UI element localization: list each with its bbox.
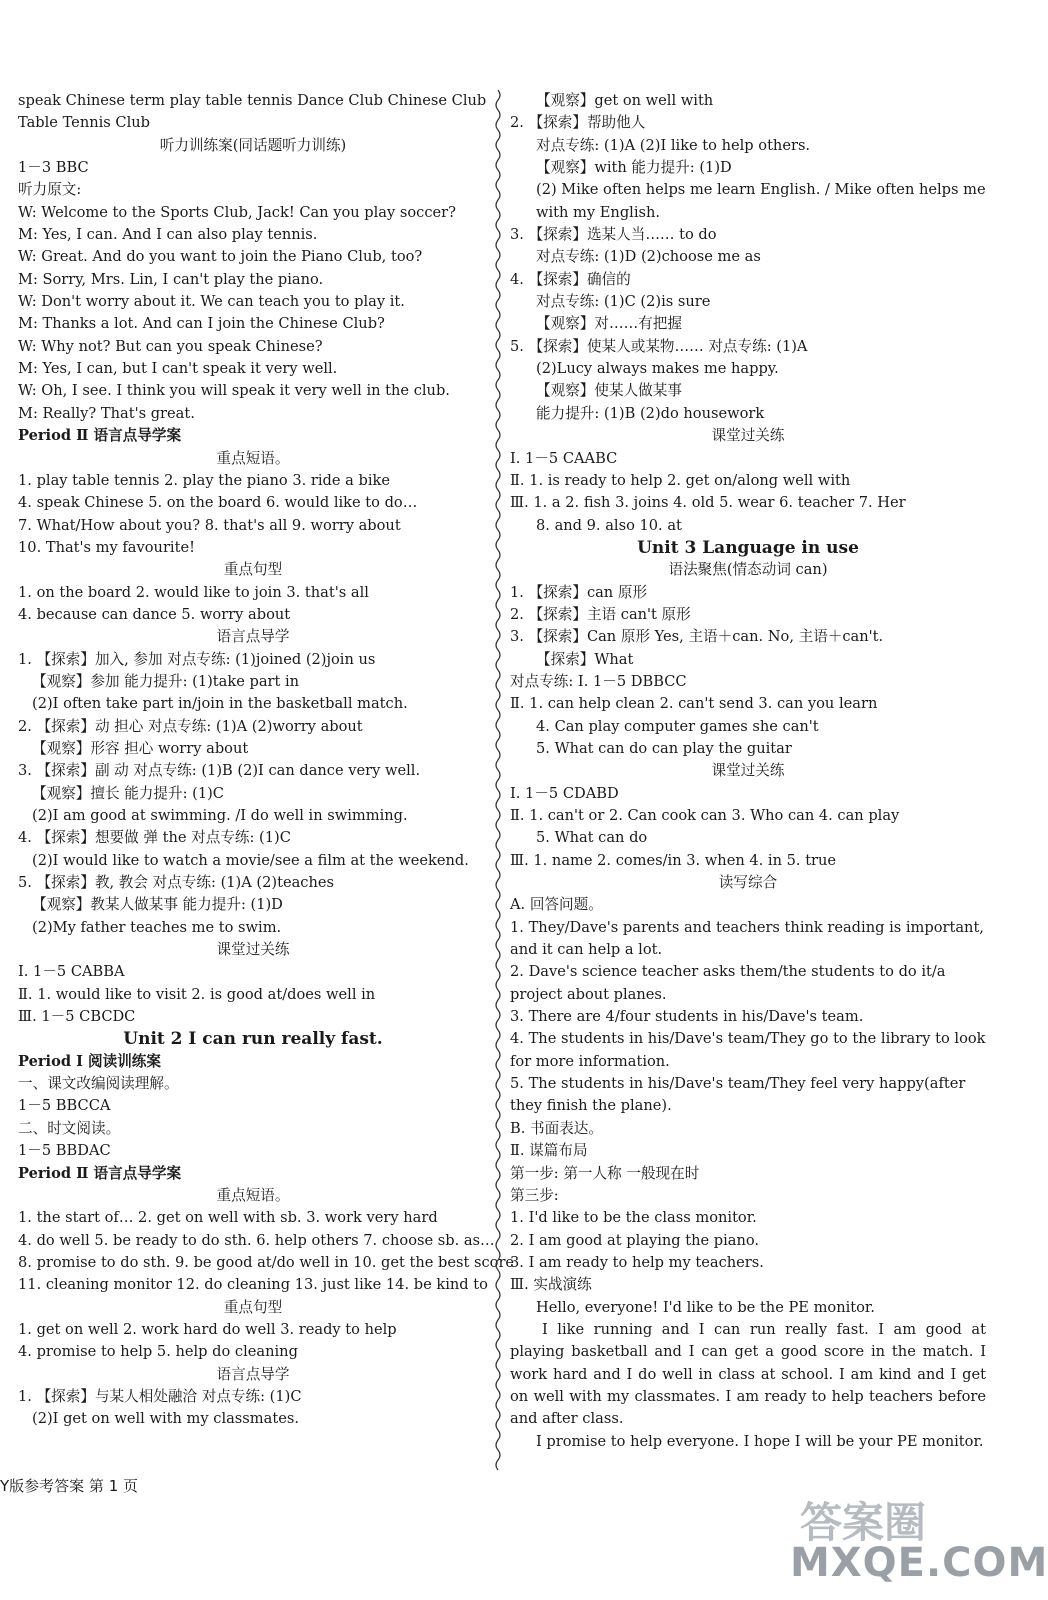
left-line: W: Why not? But can you speak Chinese?: [18, 337, 323, 355]
right-line: 5. What can do can play the guitar: [536, 739, 792, 757]
right-line: 能力提升: (1)B (2)do housework: [536, 404, 765, 422]
right-line: Ⅱ. 1. can't or 2. Can cook can 3. Who can 4. can play: [510, 807, 900, 824]
right-line: 8. and 9. also 10. at: [536, 516, 682, 534]
left-line: 1－5 BBCCA: [18, 1097, 111, 1115]
right-line: 3. 【探索】Can 原形 Yes, 主语＋can. No, 主语＋can't.: [510, 628, 884, 646]
left-line: M: Sorry, Mrs. Lin, I can't play the piano.: [18, 270, 324, 288]
right-line: 3. 【探索】选某人当…… to do: [510, 226, 717, 244]
left-line: 【观察】形容 担心 worry about: [32, 739, 249, 757]
left-line: 课堂过关练: [216, 941, 290, 959]
left-line: M: Really? That's great.: [18, 404, 195, 422]
left-line: 【观察】参加 能力提升: (1)take part in: [32, 672, 300, 690]
right-line: Ⅲ. 1. a 2. fish 3. joins 4. old 5. wear 6. teacher 7. Her: [510, 494, 906, 512]
left-line: (2)I get on well with my classmates.: [32, 1410, 299, 1428]
left-line: W: Great. And do you want to join the Piano Club, too?: [18, 248, 423, 266]
right-line: Ⅱ. 1. is ready to help 2. get on/along well with: [510, 471, 851, 489]
right-line: 1. They/Dave's parents and teachers think reading is important, and it can help a lot.: [510, 918, 984, 959]
left-line: 语言点导学: [216, 1365, 290, 1383]
left-line: (2)I would like to watch a movie/see a film at the weekend.: [32, 851, 469, 869]
right-line: 课堂过关练: [711, 427, 785, 445]
right-line: (2)Lucy always makes me happy.: [536, 360, 779, 378]
right-line: 5. 【探索】使某人或某物…… 对点专练: (1)A: [510, 337, 808, 355]
right-line: (2) Mike often helps me learn English. / Mike often helps me with my English.: [536, 181, 986, 221]
column-divider: [494, 90, 502, 1460]
left-line: 4. speak Chinese 5. on the board 6. would like to do…: [18, 494, 418, 512]
watermark-url-text: MXQE.COM: [790, 1540, 1048, 1586]
right-line: 2. I am good at playing the piano.: [510, 1231, 760, 1249]
right-line: 3. I am ready to help my teachers.: [510, 1253, 764, 1271]
left-line: 10. That's my favourite!: [18, 538, 195, 556]
right-line: 5. What can do: [536, 829, 648, 847]
left-line: M: Yes, I can, but I can't speak it very well.: [18, 360, 338, 378]
left-line: 11. cleaning monitor 12. do cleaning 13. just like 14. be kind to: [18, 1276, 488, 1294]
left-line: 1. get on well 2. work hard do well 3. ready to help: [18, 1320, 397, 1338]
left-line: 语言点导学: [216, 628, 290, 646]
right-line: 1. 【探索】can 原形: [510, 583, 648, 601]
right-line: B. 书面表达。: [510, 1119, 603, 1137]
left-line: 3. 【探索】副 动 对点专练: (1)B (2)I can dance very well.: [18, 762, 421, 780]
right-line: 对点专练: (1)A (2)I like to help others.: [536, 136, 811, 154]
right-line: Ⅱ. 1. can help clean 2. can't send 3. can you learn: [510, 695, 878, 713]
left-line: M: Thanks a lot. And can I join the Chinese Club?: [18, 315, 385, 333]
right-line: 第一步: 第一人称 一般现在时: [510, 1164, 700, 1182]
right-line: 课堂过关练: [711, 762, 785, 780]
right-line: Hello, everyone! I'd like to be the PE monitor.: [536, 1298, 875, 1316]
right-line: 1. I'd like to be the class monitor.: [510, 1209, 757, 1227]
left-line: 1. play table tennis 2. play the piano 3. ride a bike: [18, 471, 390, 489]
left-line: 1. 【探索】与某人相处融洽 对点专练: (1)C: [18, 1387, 302, 1405]
right-line: 【观察】对……有把握: [536, 315, 682, 333]
right-line: 2. Dave's science teacher asks them/the students to do it/a project about planes.: [510, 963, 946, 1003]
page-footer: Y版参考答案 第 1 页: [0, 1477, 139, 1495]
left-line: Period Ⅱ 语言点导学案: [18, 427, 182, 445]
watermark-top-text: 答案圈: [800, 1498, 927, 1547]
left-line: (2)My father teaches me to swim.: [32, 918, 282, 936]
left-line: 1. the start of… 2. get on well with sb. 3. work very hard: [18, 1209, 438, 1227]
left-line: Table Tennis Club: [18, 114, 150, 132]
left-line: 4. promise to help 5. help do cleaning: [18, 1343, 298, 1361]
left-line: W: Oh, I see. I think you will speak it very well in the club.: [18, 382, 450, 400]
right-line: 【观察】with 能力提升: (1)D: [536, 159, 732, 177]
right-line: Ⅲ. 实战演练: [510, 1276, 592, 1294]
left-line: 【观察】教某人做某事 能力提升: (1)D: [32, 896, 283, 914]
left-line: 【观察】擅长 能力提升: (1)C: [32, 784, 224, 802]
left-line: W: Welcome to the Sports Club, Jack! Can you play soccer?: [18, 203, 456, 221]
right-line: 【探索】What: [536, 650, 634, 668]
left-line: 1. 【探索】加入, 参加 对点专练: (1)joined (2)join us: [18, 650, 376, 668]
right-line: Unit 3 Language in use: [637, 537, 859, 558]
right-line: Ⅰ. 1－5 CAABC: [510, 449, 618, 467]
right-line: Ⅲ. 1. name 2. comes/in 3. when 4. in 5. true: [510, 851, 837, 869]
left-line: 重点句型: [223, 561, 283, 579]
right-line: 【观察】使某人做某事: [536, 382, 682, 400]
left-line: M: Yes, I can. And I can also play tennis.: [18, 226, 318, 244]
left-column: [18, 90, 515, 1431]
left-line: 二、时文阅读。: [18, 1119, 121, 1137]
right-line: 语法聚焦(情态动词 can): [668, 561, 828, 579]
left-line: Period Ⅱ 语言点导学案: [18, 1164, 182, 1182]
left-line: Ⅲ. 1－5 CBCDC: [18, 1008, 136, 1026]
right-line: 对点专练: Ⅰ. 1－5 DBBCC: [510, 672, 687, 690]
left-line: 1. on the board 2. would like to join 3. that's all: [18, 583, 369, 601]
left-line: Unit 2 I can run really fast.: [123, 1029, 383, 1050]
left-line: 1－5 BBDAC: [18, 1142, 111, 1160]
site-watermark-logo: [790, 1490, 1048, 1594]
left-line: 4. because can dance 5. worry about: [18, 605, 291, 623]
left-line: 听力训练案(同话题听力训练): [159, 136, 347, 154]
right-line: A. 回答问题。: [510, 896, 603, 914]
right-line: 3. There are 4/four students in his/Dave's team.: [510, 1008, 864, 1026]
left-line: 重点句型: [223, 1298, 283, 1316]
right-line: 对点专练: (1)D (2)choose me as: [536, 248, 761, 266]
left-line: 5. 【探索】教, 教会 对点专练: (1)A (2)teaches: [18, 874, 334, 892]
right-line: I like running and I can run really fast. I am good at playing basketball and I can get a good score in the match. I work hard and I do well in class at school. I am kind and I get on well with my classmates. I am ready to help teachers before and after class.: [510, 1320, 986, 1428]
left-line: Ⅱ. 1. would like to visit 2. is good at/does well in: [18, 985, 376, 1003]
left-line: Period Ⅰ 阅读训练案: [18, 1052, 161, 1070]
right-line: 2. 【探索】主语 can't 原形: [510, 605, 691, 623]
left-line: 一、课文改编阅读理解。: [18, 1075, 179, 1093]
right-line: 4. The students in his/Dave's team/They go to the library to look for more information.: [510, 1030, 986, 1070]
right-line: I promise to help everyone. I hope I will be your PE monitor.: [536, 1432, 984, 1450]
right-column: [510, 90, 986, 1453]
left-line: 重点短语。: [216, 449, 290, 467]
left-line: 重点短语。: [216, 1186, 290, 1204]
left-line: (2)I often take part in/join in the basketball match.: [32, 695, 408, 713]
left-line: 1－3 BBC: [18, 159, 89, 177]
right-line: 【观察】get on well with: [536, 92, 714, 109]
left-line: 4. do well 5. be ready to do sth. 6. help others 7. choose sb. as…: [18, 1231, 495, 1249]
right-line: 2. 【探索】帮助他人: [510, 114, 646, 132]
left-line: (2)I am good at swimming. /I do well in swimming.: [32, 807, 408, 824]
right-line: Ⅱ. 谋篇布局: [510, 1142, 588, 1160]
left-line: 7. What/How about you? 8. that's all 9. worry about: [18, 516, 401, 534]
left-line: 8. promise to do sth. 9. be good at/do well in 10. get the best score: [18, 1253, 515, 1271]
left-line: Ⅰ. 1－5 CABBA: [18, 963, 125, 981]
right-line: Ⅰ. 1－5 CDABD: [510, 784, 619, 802]
right-line: 4. Can play computer games she can't: [536, 717, 819, 735]
right-line: 读写综合: [718, 874, 778, 892]
left-line: speak Chinese term play table tennis Dance Club Chinese Club: [18, 92, 487, 109]
left-line: 4. 【探索】想要做 弹 the 对点专练: (1)C: [18, 829, 291, 847]
right-line: 第三步:: [510, 1186, 559, 1204]
right-line: 5. The students in his/Dave's team/They feel very happy(after they finish the plane).: [510, 1075, 966, 1115]
right-line: 对点专练: (1)C (2)is sure: [536, 293, 711, 311]
left-line: 听力原文:: [18, 181, 82, 199]
right-line: 4. 【探索】确信的: [510, 270, 631, 288]
left-line: W: Don't worry about it. We can teach you to play it.: [18, 293, 405, 311]
left-line: 2. 【探索】动 担心 对点专练: (1)A (2)worry about: [18, 717, 363, 735]
